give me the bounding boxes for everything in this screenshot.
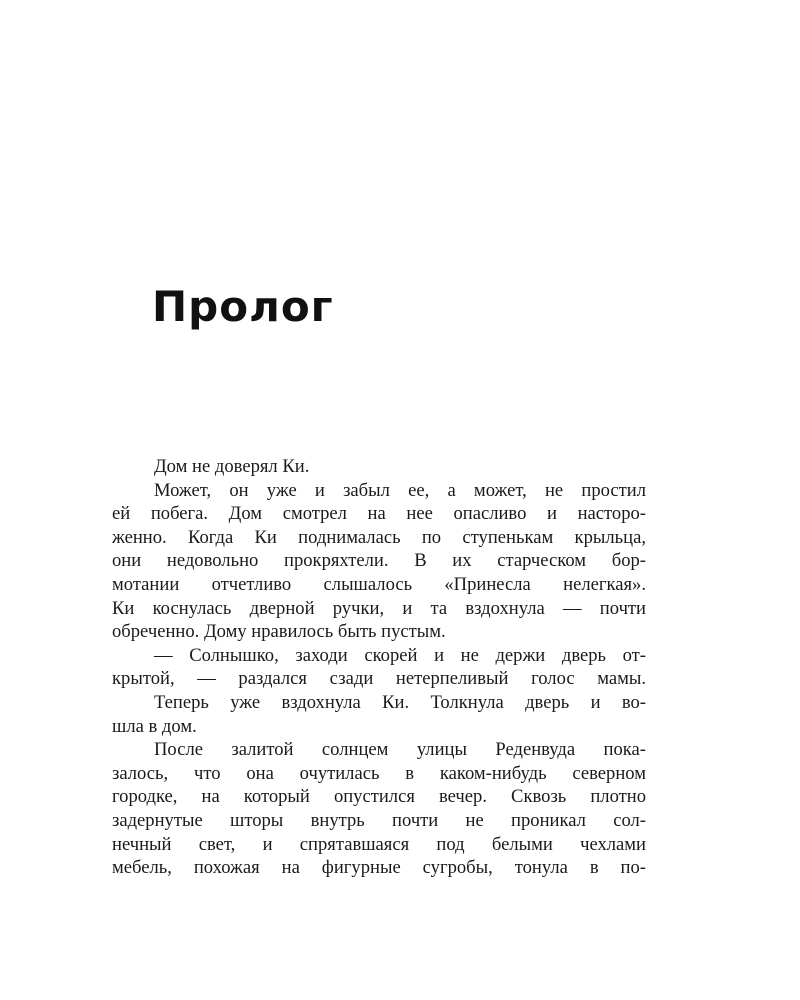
text-line: Ки коснулась дверной ручки, и та вздохнула — почти bbox=[112, 597, 646, 619]
text-line: — Солнышко, заходи скорей и не держи дверь от- bbox=[154, 644, 646, 666]
text-line: городке, на который опустился вечер. Сквозь плотно bbox=[112, 786, 646, 808]
text-line: залось, что она очутилась в каком-нибудь северном bbox=[112, 762, 646, 784]
chapter-title: Пролог bbox=[152, 282, 334, 331]
text-line: мотании отчетливо слышалось «Принесла нелегкая». bbox=[112, 573, 646, 595]
body-text bbox=[112, 455, 646, 880]
text-line: мебель, похожая на фигурные сугробы, тонула в по- bbox=[112, 857, 646, 879]
text-line: они недовольно прокряхтели. В их старческом бор- bbox=[112, 550, 646, 572]
text-line: шла в дом. bbox=[112, 715, 197, 737]
text-line: После залитой солнцем улицы Реденвуда пока- bbox=[154, 739, 646, 761]
text-line: нечный свет, и спрятавшаяся под белыми чехлами bbox=[112, 833, 646, 855]
text-line: Дом не доверял Ки. bbox=[154, 456, 310, 477]
text-line: Может, он уже и забыл ее, а может, не простил bbox=[154, 479, 646, 501]
text-line: женно. Когда Ки поднималась по ступенькам крыльца, bbox=[112, 526, 646, 548]
text-line: обреченно. Дому нравилось быть пустым. bbox=[112, 621, 446, 643]
text-line: Теперь уже вздохнула Ки. Толкнула дверь и во- bbox=[154, 691, 646, 713]
text-line: ей побега. Дом смотрел на нее опасливо и насторо- bbox=[112, 503, 646, 525]
text-line: задернутые шторы внутрь почти не проникал сол- bbox=[112, 809, 646, 831]
text-line: крытой, — раздался сзади нетерпеливый голос мамы. bbox=[112, 668, 646, 690]
